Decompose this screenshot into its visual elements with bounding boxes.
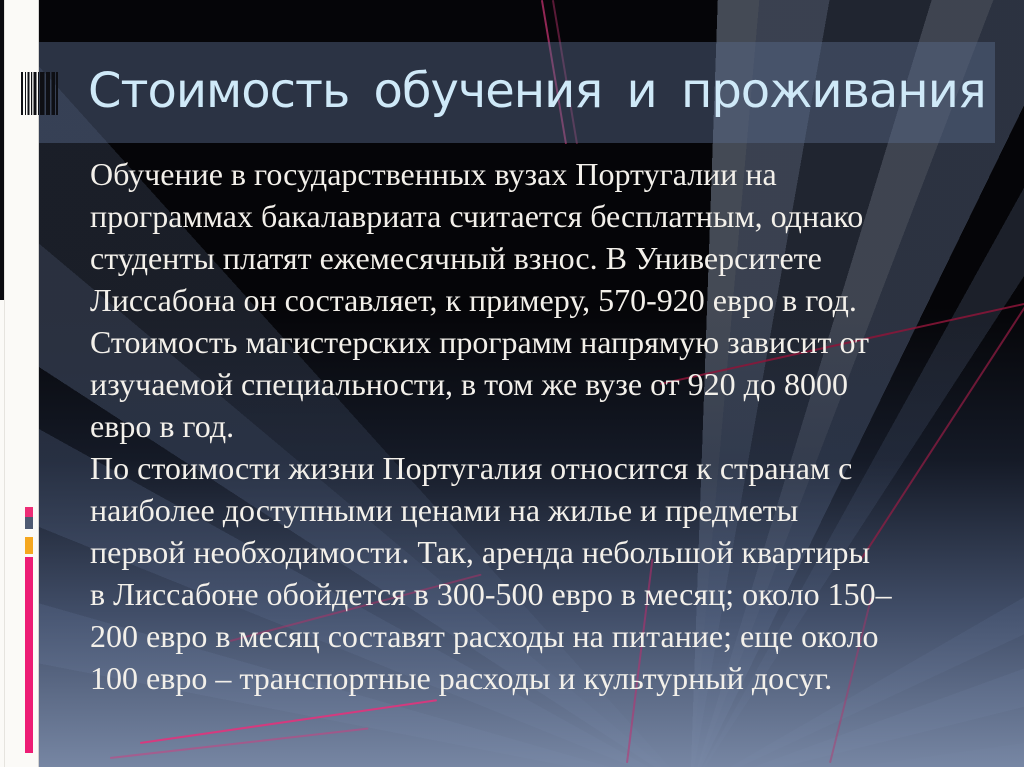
text-line: Лиссабона он составляет, к примеру, 570-920 евро в год. xyxy=(90,282,857,318)
text-line: 100 евро – транспортные расходы и культурный досуг. xyxy=(90,660,833,696)
left-edge-strip xyxy=(0,0,39,767)
left-edge-shadow xyxy=(0,0,4,300)
text-line: студенты платят ежемесячный взнос. В Университете xyxy=(90,240,822,276)
title-band xyxy=(38,42,995,143)
text-line: евро в год. xyxy=(90,408,235,444)
marker-pink-bar xyxy=(25,557,33,753)
text-line: первой необходимости. Так, аренда небольшой квартиры xyxy=(90,534,871,570)
left-edge-divider xyxy=(4,0,5,767)
text-line: изучаемой специальности, в том же вузе от 920 до 8000 xyxy=(90,366,848,402)
text-line: программах бакалавриата считается бесплатным, однако xyxy=(90,198,864,234)
marker-slate-square xyxy=(25,517,33,529)
text-line: 200 евро в месяц составят расходы на питание; еще около xyxy=(90,618,879,654)
text-line: По стоимости жизни Португалия относится к странам с xyxy=(90,450,853,486)
text-line: Обучение в государственных вузах Португалии на xyxy=(90,156,777,192)
text-line: Стоимость магистерских программ напрямую зависит от xyxy=(90,324,869,360)
text-line: в Лиссабоне обойдется в 300-500 евро в месяц; около 150– xyxy=(90,576,892,612)
barcode-icon xyxy=(21,72,58,115)
marker-pink-square xyxy=(25,507,33,517)
slide-body xyxy=(90,153,958,699)
marker-orange-square xyxy=(25,537,33,554)
slide-title: Стоимость обучения и проживания xyxy=(88,62,986,119)
text-line: наиболее доступными ценами на жилье и предметы xyxy=(90,492,799,528)
